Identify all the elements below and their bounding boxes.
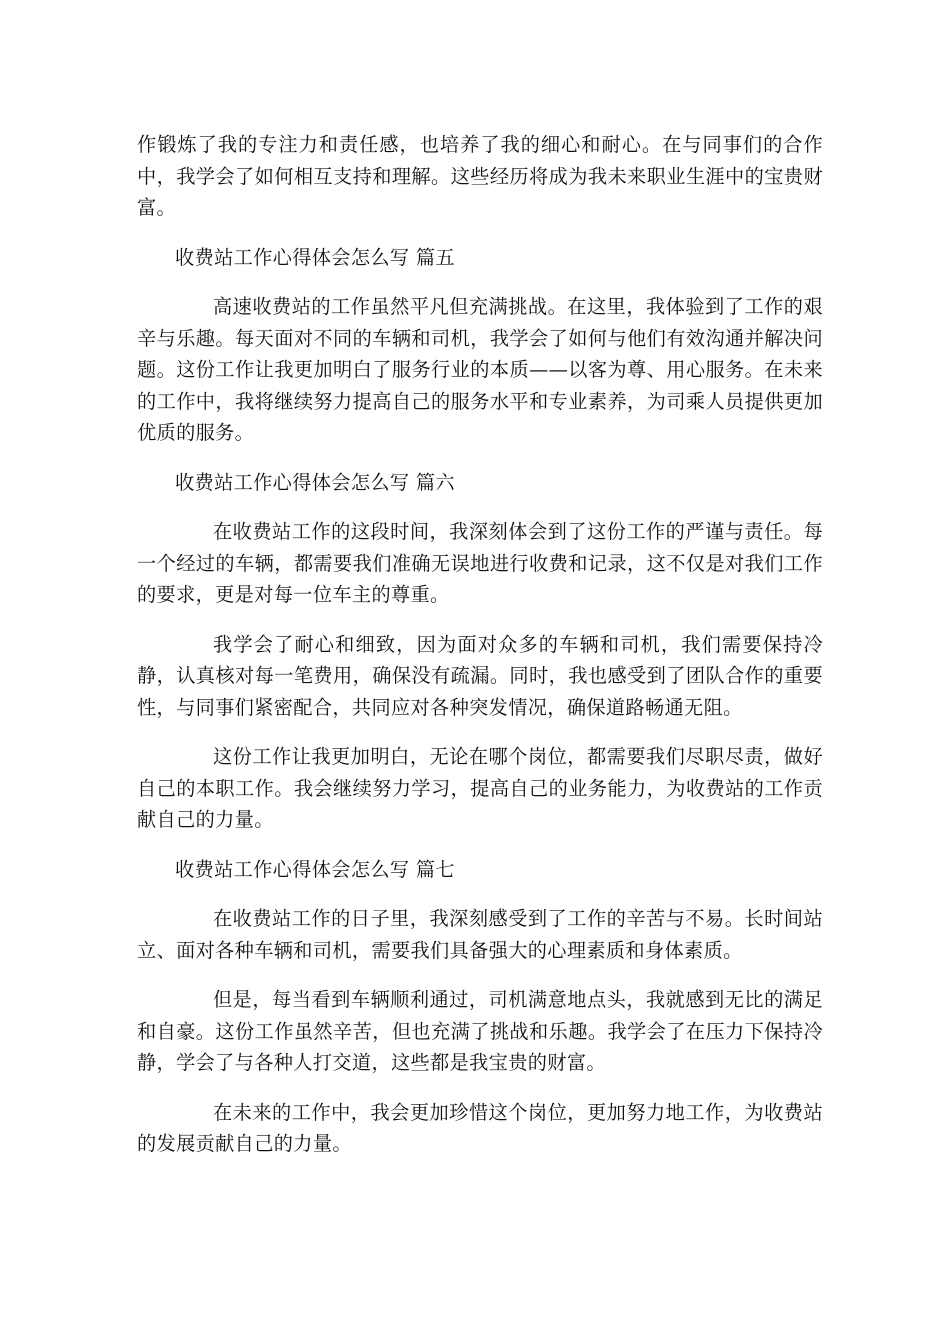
document-body xyxy=(137,129,823,1178)
paragraph-part-six-1: 在收费站工作的这段时间，我深刻体会到了这份工作的严谨与责任。每一个经过的车辆，都需要我们准确无误地进行收费和记录，这不仅是对我们工作的要求，更是对每一位车主的尊重。 xyxy=(137,520,823,606)
section-heading-part-seven: 收费站工作心得体会怎么写 篇七 xyxy=(175,857,455,881)
paragraph-part-five: 高速收费站的工作虽然平凡但充满挑战。在这里，我体验到了工作的艰辛与乐趣。每天面对不同的车辆和司机，我学会了如何与他们有效沟通并解决问题。这份工作让我更加明白了服务行业的本质——以客为尊、用心服务。在未来的工作中，我将继续努力提高自己的服务水平和专业素养，为司乘人员提供更加优质的服务。 xyxy=(137,295,823,444)
paragraph-continued-intro: 作锻炼了我的专注力和责任感，也培养了我的细心和耐心。在与同事们的合作中，我学会了如何相互支持和理解。这些经历将成为我未来职业生涯中的宝贵财富。 xyxy=(137,133,823,219)
paragraph-part-seven-2: 但是，每当看到车辆顺利通过，司机满意地点头，我就感到无比的满足和自豪。这份工作虽然辛苦，但也充满了挑战和乐趣。我学会了在压力下保持冷静，学会了与各种人打交道，这些都是我宝贵的财富。 xyxy=(137,988,823,1074)
paragraph-part-six-3: 这份工作让我更加明白，无论在哪个岗位，都需要我们尽职尽责，做好自己的本职工作。我会继续努力学习，提高自己的业务能力，为收费站的工作贡献自己的力量。 xyxy=(137,745,823,831)
section-heading-part-six: 收费站工作心得体会怎么写 篇六 xyxy=(175,470,455,494)
paragraph-part-seven-1: 在收费站工作的日子里，我深刻感受到了工作的辛苦与不易。长时间站立、面对各种车辆和司机，需要我们具备强大的心理素质和身体素质。 xyxy=(137,907,823,962)
section-heading-part-five: 收费站工作心得体会怎么写 篇五 xyxy=(175,245,455,269)
paragraph-part-six-2: 我学会了耐心和细致，因为面对众多的车辆和司机，我们需要保持冷静，认真核对每一笔费用，确保没有疏漏。同时，我也感受到了团队合作的重要性，与同事们紧密配合，共同应对各种突发情况，确保道路畅通无阻。 xyxy=(137,632,823,719)
paragraph-part-seven-3: 在未来的工作中，我会更加珍惜这个岗位，更加努力地工作，为收费站的发展贡献自己的力量。 xyxy=(137,1100,823,1155)
